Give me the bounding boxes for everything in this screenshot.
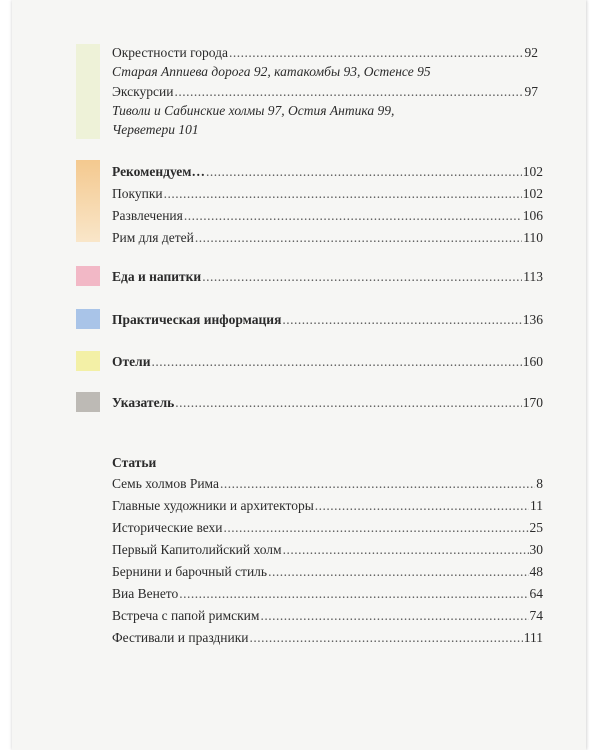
toc-entry-label: Встреча с папой римским xyxy=(112,608,260,623)
toc-entry-label: Развлечения xyxy=(112,208,183,223)
toc-entry-excursions[interactable] xyxy=(112,83,538,100)
toc-entry-page: 102 xyxy=(522,164,543,179)
leader-dots xyxy=(282,311,521,328)
leader-dots xyxy=(174,83,523,100)
toc-entry-label: Рекомендуем… xyxy=(112,164,205,179)
article-entry[interactable] xyxy=(112,629,543,646)
toc-entry-recommend[interactable] xyxy=(112,163,543,180)
toc-entry-label: Практическая информация xyxy=(112,312,282,327)
article-entry[interactable] xyxy=(112,563,543,580)
environs-subentries-2: Тиволи и Сабинские холмы 97, Остия Антика 99, xyxy=(112,103,395,118)
toc-entry-page: 136 xyxy=(522,312,543,327)
toc-entry-food[interactable] xyxy=(112,268,543,285)
toc-entry-shopping[interactable] xyxy=(112,185,543,202)
practical-color-bar xyxy=(76,309,100,329)
recommend-color-bar xyxy=(76,160,100,242)
toc-entry-label: Семь холмов Рима xyxy=(112,476,219,491)
articles-heading: Статьи xyxy=(112,455,157,470)
leader-dots xyxy=(315,497,529,514)
toc-entry-label: Еда и напитки xyxy=(112,269,202,284)
leader-dots xyxy=(283,541,529,558)
toc-entry-label: Бернини и барочный стиль xyxy=(112,564,268,579)
leader-dots xyxy=(268,563,528,580)
leader-dots xyxy=(151,353,521,370)
toc-entry-label: Рим для детей xyxy=(112,230,194,245)
article-entry[interactable] xyxy=(112,519,543,536)
toc-entry-label: Покупки xyxy=(112,186,163,201)
leader-dots xyxy=(206,163,522,180)
toc-entry-entertainment[interactable] xyxy=(112,207,543,224)
leader-dots xyxy=(202,268,522,285)
toc-entry-page: 64 xyxy=(529,586,543,601)
toc-entry-label: Отели xyxy=(112,354,151,369)
toc-entry-page: 106 xyxy=(522,208,543,223)
toc-entry-label: Экскурсии xyxy=(112,84,174,99)
toc-entry-environs[interactable] xyxy=(112,44,538,61)
article-entry[interactable] xyxy=(112,497,543,514)
toc-entry-page: 48 xyxy=(529,564,543,579)
leader-dots xyxy=(250,629,523,646)
article-entry[interactable] xyxy=(112,607,543,624)
toc-entry-label: Окрестности города xyxy=(112,45,229,60)
article-entry[interactable] xyxy=(112,541,543,558)
toc-entry-practical[interactable] xyxy=(112,311,543,328)
leader-dots xyxy=(220,475,535,492)
toc-entry-label: Первый Капитолийский холм xyxy=(112,542,282,557)
toc-entry-page: 11 xyxy=(530,498,543,513)
environs-color-bar xyxy=(76,44,100,139)
toc-entry-label: Виа Венето xyxy=(112,586,179,601)
hotels-color-bar xyxy=(76,351,100,371)
toc-entry-label: Главные художники и архитекторы xyxy=(112,498,314,513)
index-color-bar xyxy=(76,392,100,412)
toc-entry-page: 102 xyxy=(522,186,543,201)
toc-entry-hotels[interactable] xyxy=(112,353,543,370)
food-color-bar xyxy=(76,266,100,286)
leader-dots xyxy=(195,229,522,246)
leader-dots xyxy=(179,585,528,602)
leader-dots xyxy=(229,44,523,61)
toc-entry-page: 97 xyxy=(524,84,538,99)
toc-entry-page: 74 xyxy=(529,608,543,623)
toc-entry-index[interactable] xyxy=(112,394,543,411)
toc-entry-page: 113 xyxy=(523,269,543,284)
toc-page xyxy=(12,0,586,750)
article-entry[interactable] xyxy=(112,585,543,602)
leader-dots xyxy=(175,394,521,411)
toc-entry-page: 110 xyxy=(523,230,543,245)
leader-dots xyxy=(224,519,529,536)
leader-dots xyxy=(164,185,522,202)
toc-entry-page: 170 xyxy=(522,395,543,410)
toc-entry-kids[interactable] xyxy=(112,229,543,246)
toc-entry-page: 8 xyxy=(536,476,543,491)
toc-entry-label: Указатель xyxy=(112,395,175,410)
leader-dots xyxy=(184,207,522,224)
toc-entry-label: Фестивали и праздники xyxy=(112,630,249,645)
toc-entry-page: 92 xyxy=(524,45,538,60)
leader-dots xyxy=(260,607,528,624)
environs-subentries-1: Старая Аппиева дорога 92, катакомбы 93, Остенсе 95 xyxy=(112,64,431,79)
toc-entry-label: Исторические вехи xyxy=(112,520,223,535)
toc-entry-page: 25 xyxy=(529,520,543,535)
toc-entry-page: 160 xyxy=(522,354,543,369)
toc-entry-page: 111 xyxy=(523,630,543,645)
article-entry[interactable] xyxy=(112,475,543,492)
environs-subentries-3: Черветери 101 xyxy=(112,122,199,137)
toc-entry-page: 30 xyxy=(529,542,543,557)
